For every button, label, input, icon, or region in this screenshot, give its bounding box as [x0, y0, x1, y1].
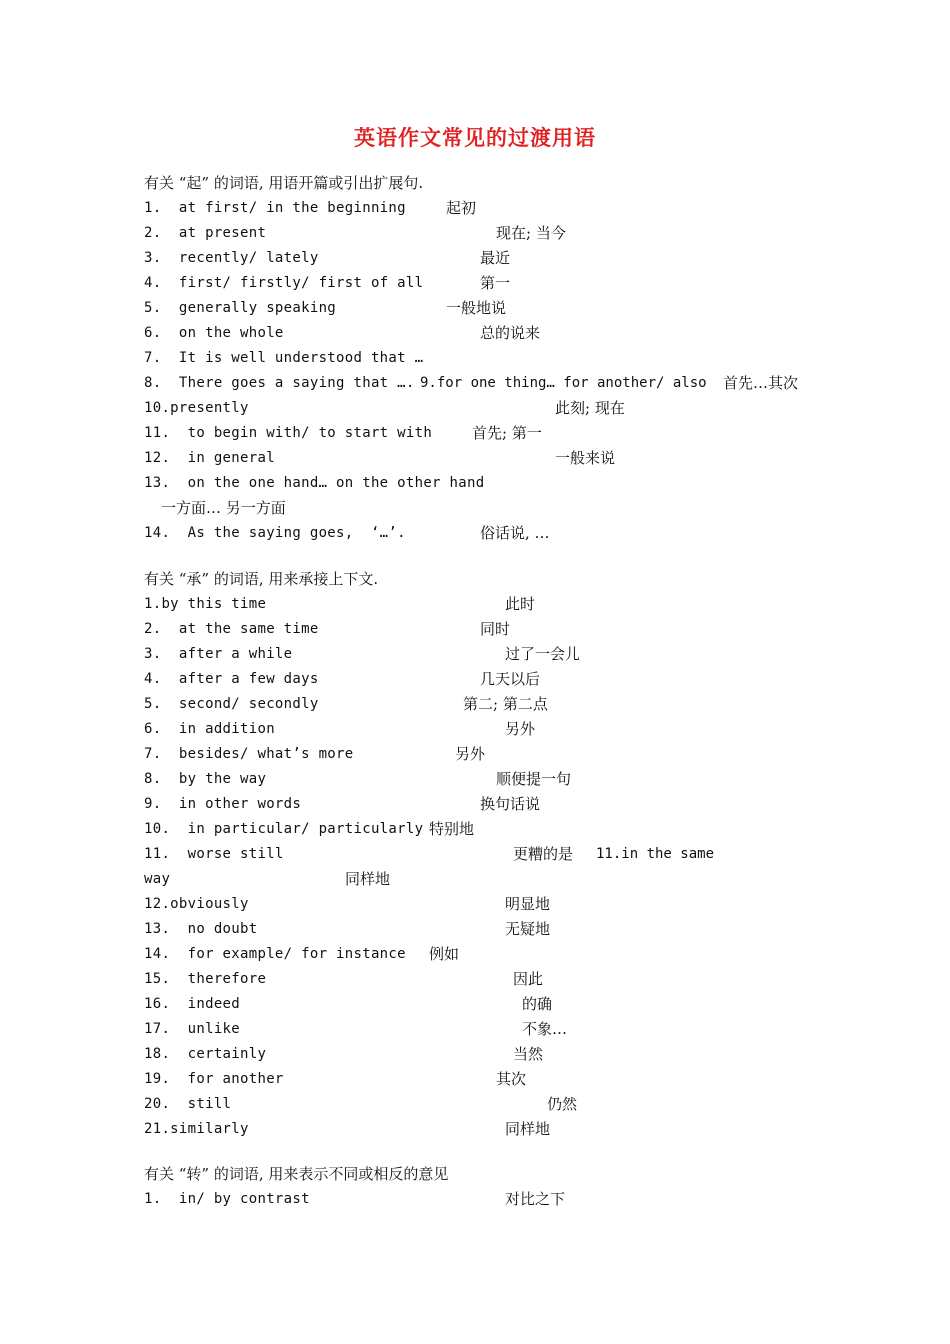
list-item	[144, 792, 844, 817]
phrase-zh: 俗话说, …	[480, 524, 550, 542]
phrase-zh: 最近	[480, 249, 511, 267]
list-item	[144, 717, 844, 742]
phrase-en: 21.similarly	[144, 1121, 249, 1137]
list-item	[144, 446, 844, 471]
phrase-zh: 过了一会儿	[505, 645, 581, 663]
phrase-en: 10. in particular/ particularly	[144, 821, 424, 837]
phrase-zh: 换句话说	[480, 795, 541, 813]
list-item	[144, 1067, 844, 1092]
phrase-zh: 一般地说	[446, 299, 507, 317]
phrase-zh: 另外	[505, 720, 536, 738]
section-cheng	[144, 567, 844, 1142]
phrase-zh: 特别地	[429, 820, 475, 838]
phrase-zh: 首先…其次	[723, 374, 799, 392]
list-item	[144, 1042, 844, 1067]
list-item	[144, 667, 844, 692]
list-item	[144, 246, 844, 271]
list-item	[144, 296, 844, 321]
list-item	[144, 642, 844, 667]
phrase-zh: 首先; 第一	[472, 424, 542, 442]
list-item	[144, 346, 844, 371]
list-item	[144, 992, 844, 1017]
list-item	[144, 767, 844, 792]
list-item	[144, 867, 844, 892]
phrase-en: 1. in/ by contrast	[144, 1191, 310, 1207]
list-item	[144, 396, 844, 421]
list-item	[144, 942, 844, 967]
phrase-en: 15. therefore	[144, 971, 267, 987]
list-item	[144, 1117, 844, 1142]
phrase-en: 8. There goes a saying that ….	[144, 375, 415, 391]
phrase-zh: 第二; 第二点	[463, 695, 548, 713]
phrase-zh: 同时	[480, 620, 511, 638]
phrase-zh: 因此	[513, 970, 544, 988]
page-title: 英语作文常见的过渡用语	[354, 125, 596, 150]
list-item-continuation	[144, 496, 844, 521]
phrase-zh: 一般来说	[555, 449, 616, 467]
phrase-zh: 当然	[513, 1045, 544, 1063]
phrase-en: 6. on the whole	[144, 325, 284, 341]
list-item	[144, 967, 844, 992]
phrase-zh: 不象…	[522, 1020, 568, 1038]
list-item	[144, 817, 844, 842]
phrase-en: 7. It is well understood that …	[144, 350, 424, 366]
phrase-zh: 的确	[522, 995, 553, 1013]
phrase-en: 11. worse still	[144, 846, 284, 862]
phrase-en: 9. in other words	[144, 796, 302, 812]
phrase-zh: 同样地	[505, 1120, 551, 1138]
phrase-en: 19. for another	[144, 1071, 284, 1087]
phrase-zh: 此刻; 现在	[555, 399, 625, 417]
phrase-en: 1. at first/ in the beginning	[144, 200, 406, 216]
phrase-en: 2. at the same time	[144, 621, 319, 637]
list-item	[144, 742, 844, 767]
section-heading: 有关 “承” 的词语, 用来承接上下文.	[144, 570, 379, 588]
phrase-zh: 现在; 当今	[496, 224, 566, 242]
list-item	[144, 917, 844, 942]
phrase-zh: 仍然	[547, 1095, 578, 1113]
phrase-en: 6. in addition	[144, 721, 275, 737]
phrase-en: 3. recently/ lately	[144, 250, 319, 266]
phrase-zh: 同样地	[345, 870, 391, 888]
phrase-en: 2. at present	[144, 225, 267, 241]
phrase-en: 16. indeed	[144, 996, 241, 1012]
phrase-zh: 其次	[496, 1070, 527, 1088]
phrase-zh: 几天以后	[480, 670, 541, 688]
phrase-en: 5. generally speaking	[144, 300, 337, 316]
phrase-zh: 第一	[480, 274, 511, 292]
phrase-zh: 另外	[455, 745, 486, 763]
section-heading: 有关 “转” 的词语, 用来表示不同或相反的意见	[144, 1165, 449, 1183]
phrase-zh: 此时	[505, 595, 536, 613]
section-heading: 有关 “起” 的词语, 用语开篇或引出扩展句.	[144, 174, 424, 192]
phrase-zh: 对比之下	[505, 1190, 566, 1208]
phrase-en: 14. As the saying goes, ‘…’.	[144, 525, 406, 541]
phrase-zh: 起初	[446, 199, 477, 217]
phrase-zh: 一方面… 另一方面	[161, 499, 286, 517]
section-qi	[144, 171, 844, 546]
phrase-en: 5. second/ secondly	[144, 696, 319, 712]
list-item	[144, 1092, 844, 1117]
list-item	[144, 421, 844, 446]
phrase-en: 14. for example/ for instance	[144, 946, 406, 962]
phrase-en: 1.by this time	[144, 596, 267, 612]
list-item	[144, 592, 844, 617]
list-item	[144, 271, 844, 296]
phrase-en: 17. unlike	[144, 1021, 241, 1037]
phrase-zh: 总的说来	[480, 324, 541, 342]
phrase-en-secondary: 9.for one thing… for another/ also	[420, 375, 707, 391]
list-item	[144, 471, 844, 496]
phrase-en: 11. to begin with/ to start with	[144, 425, 433, 441]
phrase-en: way	[144, 871, 171, 887]
list-item	[144, 892, 844, 917]
list-item	[144, 196, 844, 221]
list-item	[144, 221, 844, 246]
list-item	[144, 1187, 844, 1212]
phrase-en: 12. in general	[144, 450, 275, 466]
phrase-en: 10.presently	[144, 400, 249, 416]
phrase-en: 13. no doubt	[144, 921, 258, 937]
list-item	[144, 521, 844, 546]
phrase-zh: 无疑地	[505, 920, 551, 938]
phrase-en: 13. on the one hand… on the other hand	[144, 475, 485, 491]
phrase-en: 20. still	[144, 1096, 232, 1112]
list-item	[144, 1017, 844, 1042]
phrase-en: 8. by the way	[144, 771, 267, 787]
list-item	[144, 321, 844, 346]
list-item	[144, 842, 844, 867]
phrase-en: 4. first/ firstly/ first of all	[144, 275, 424, 291]
phrase-zh: 明显地	[505, 895, 551, 913]
section-zhuan	[144, 1162, 844, 1212]
phrase-en: 4. after a few days	[144, 671, 319, 687]
list-item	[144, 371, 844, 396]
phrase-en: 12.obviously	[144, 896, 249, 912]
phrase-zh: 顺便提一句	[496, 770, 572, 788]
phrase-en: 7. besides/ what’s more	[144, 746, 354, 762]
phrase-en: 18. certainly	[144, 1046, 267, 1062]
phrase-zh: 更糟的是	[513, 845, 574, 863]
list-item	[144, 692, 844, 717]
phrase-en: 3. after a while	[144, 646, 293, 662]
phrase-en-secondary: 11.in the same	[596, 846, 715, 862]
phrase-zh: 例如	[429, 945, 460, 963]
list-item	[144, 617, 844, 642]
